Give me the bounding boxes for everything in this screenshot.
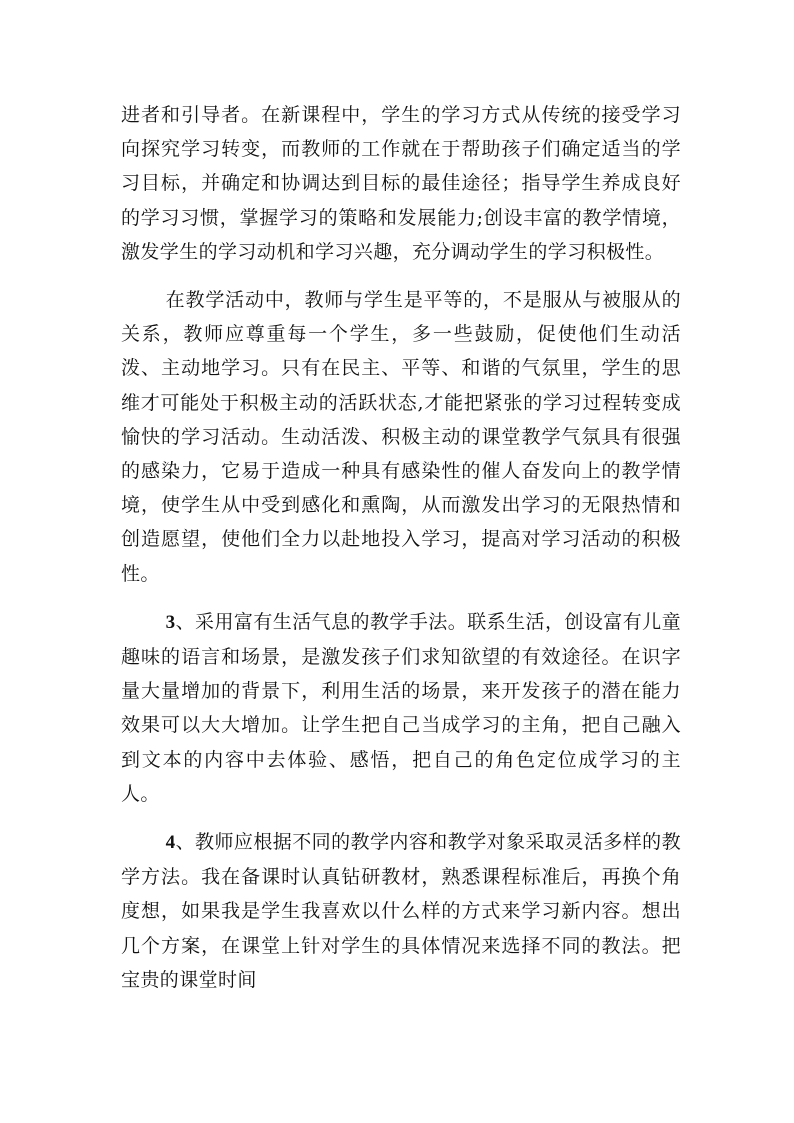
paragraph-1-text: 进者和引导者。在新课程中，学生的学习方式从传统的接受学习向探究学习转变，而教师的工作就在于帮助孩子们确定适当的学习目标，并确定和协调达到目标的最佳途径；指导学生养成良好的学习习惯，掌握学习的策略和发展能力;创设丰富的教学情境，激发学生的学习动机和学习兴趣，充分调动学生的学习积极性。	[121, 104, 681, 263]
list-number-4: 4	[165, 832, 176, 854]
list-number-3: 3	[165, 611, 176, 633]
paragraph-3-text: 、采用富有生活气息的教学手法。联系生活，创设富有儿童趣味的语言和场景，是激发孩子们求知欲望的有效途径。在识字量大量增加的背景下，利用生活的场景，来开发孩子的潜在能力效果可以大大增加。让学生把自己当成学习的主角，把自己融入到文本的内容中去体验、感悟，把自己的角色定位成学习的主人。	[121, 610, 681, 805]
document-body	[121, 98, 681, 997]
paragraph-4	[121, 825, 681, 997]
paragraph-4-text: 、教师应根据不同的教学内容和教学对象采取灵活多样的教学方法。我在备课时认真钻研教材，熟悉课程标准后，再换个角度想，如果我是学生我喜欢以什么样的方式来学习新内容。想出几个方案，在课堂上针对学生的具体情况来选择不同的教法。把宝贵的课堂时间	[121, 831, 681, 991]
paragraph-2-text: 在教学活动中，教师与学生是平等的，不是服从与被服从的关系，教师应尊重每一个学生，多一些鼓励，促使他们生动活泼、主动地学习。只有在民主、平等、和谐的气氛里，学生的思维才可能处于积极主动的活跃状态,才能把紧张的学习过程转变成愉快的学习活动。生动活泼、积极主动的课堂教学气氛具有很强的感染力，它易于造成一种具有感染性的催人奋发向上的教学情境，使学生从中受到感化和熏陶，从而激发出学习的无限热情和创造愿望，使他们全力以赴地投入学习，提高对学习活动的积极性。	[121, 289, 681, 585]
paragraph-3	[121, 605, 681, 811]
paragraph-1	[121, 98, 681, 269]
paragraph-2	[121, 283, 681, 591]
